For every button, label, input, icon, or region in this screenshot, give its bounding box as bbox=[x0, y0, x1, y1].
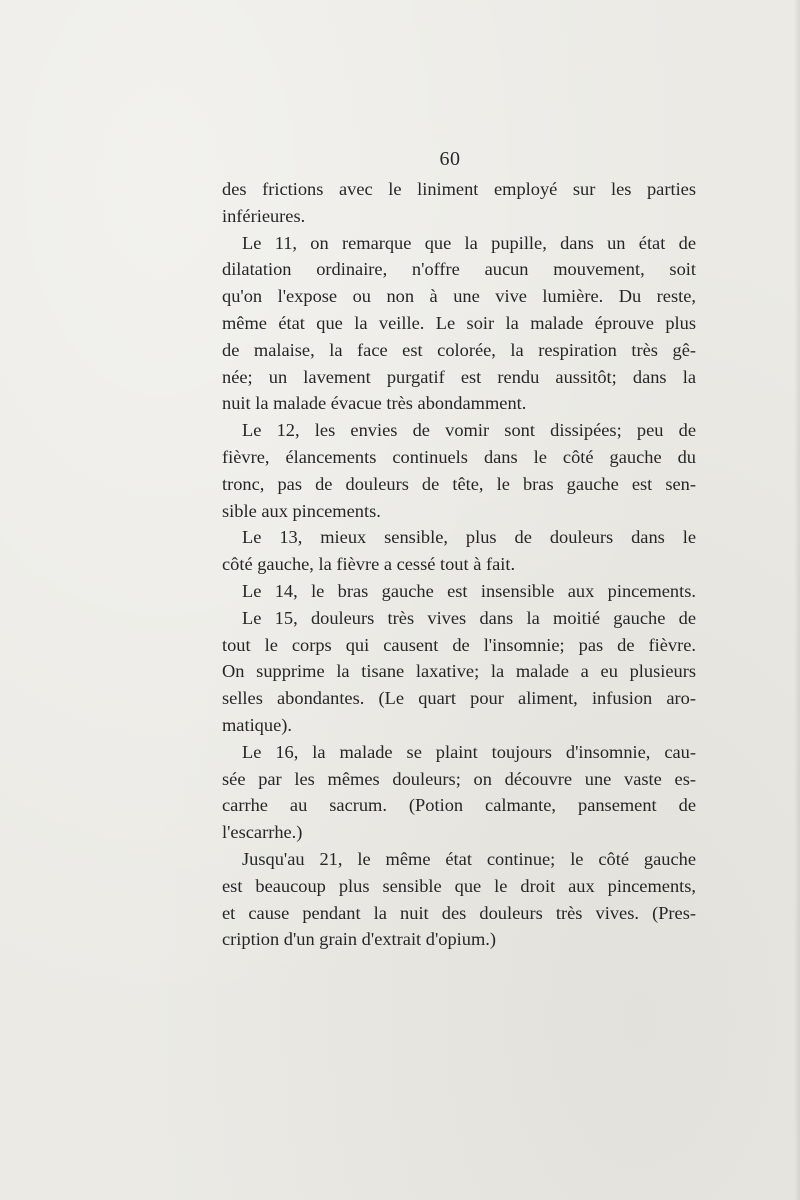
text-line: Jusqu'au 21, le même état continue; le côté gauche bbox=[242, 848, 696, 869]
page-number: 60 bbox=[439, 148, 461, 170]
text-line: selles abondantes. (Le quart pour aliment, infusion aro- bbox=[222, 688, 696, 709]
text-line: tronc, pas de douleurs de tête, le bras gauche est sen- bbox=[222, 473, 696, 494]
text-line: même état que la veille. Le soir la malade éprouve plus bbox=[222, 312, 696, 333]
text-line: côté gauche, la fièvre a cessé tout à fait. bbox=[222, 554, 516, 575]
text-line: Le 14, le bras gauche est insensible aux pincements. bbox=[242, 580, 696, 601]
text-line: carrhe au sacrum. (Potion calmante, pansement de bbox=[222, 795, 696, 816]
text-line: des frictions avec le liniment employé sur les parties bbox=[222, 179, 696, 199]
text-line: nuit la malade évacue très abondamment. bbox=[222, 393, 527, 414]
text-line: dilatation ordinaire, n'offre aucun mouvement, soit bbox=[222, 259, 696, 280]
text-line: On supprime la tisane laxative; la malade a eu plusieurs bbox=[222, 661, 696, 682]
text-line: l'escarrhe.) bbox=[222, 822, 303, 843]
text-line: Le 16, la malade se plaint toujours d'insomnie, cau- bbox=[242, 741, 696, 762]
text-line: Le 11, on remarque que la pupille, dans un état de bbox=[242, 232, 696, 253]
text-line: tout le corps qui causent de l'insomnie; pas de fièvre. bbox=[222, 634, 696, 655]
text-line: née; un lavement purgatif est rendu aussitôt; dans la bbox=[222, 366, 696, 387]
text-line: sible aux pincements. bbox=[222, 500, 381, 521]
text-line: est beaucoup plus sensible que le droit aux pincements, bbox=[222, 875, 696, 896]
text-line: et cause pendant la nuit des douleurs très vives. (Pres- bbox=[222, 902, 696, 923]
text-line: inférieures. bbox=[222, 205, 306, 226]
text-line: qu'on l'expose ou non à une vive lumière. Du reste, bbox=[222, 286, 696, 307]
text-line: sée par les mêmes douleurs; on découvre une vaste es- bbox=[222, 768, 696, 789]
text-line: Le 13, mieux sensible, plus de douleurs dans le bbox=[242, 527, 696, 548]
text-line: Le 12, les envies de vomir sont dissipées; peu de bbox=[242, 420, 696, 441]
text-line: fièvre, élancements continuels dans le côté gauche du bbox=[222, 446, 696, 467]
page-edge-shadow bbox=[794, 0, 800, 1200]
text-line: cription d'un grain d'extrait d'opium.) bbox=[222, 929, 496, 950]
text-line: Le 15, douleurs très vives dans la moitié gauche de bbox=[242, 607, 696, 628]
body-text bbox=[222, 176, 696, 953]
text-line: de malaise, la face est colorée, la respiration très gê- bbox=[222, 339, 696, 360]
text-line: matique). bbox=[222, 714, 292, 735]
